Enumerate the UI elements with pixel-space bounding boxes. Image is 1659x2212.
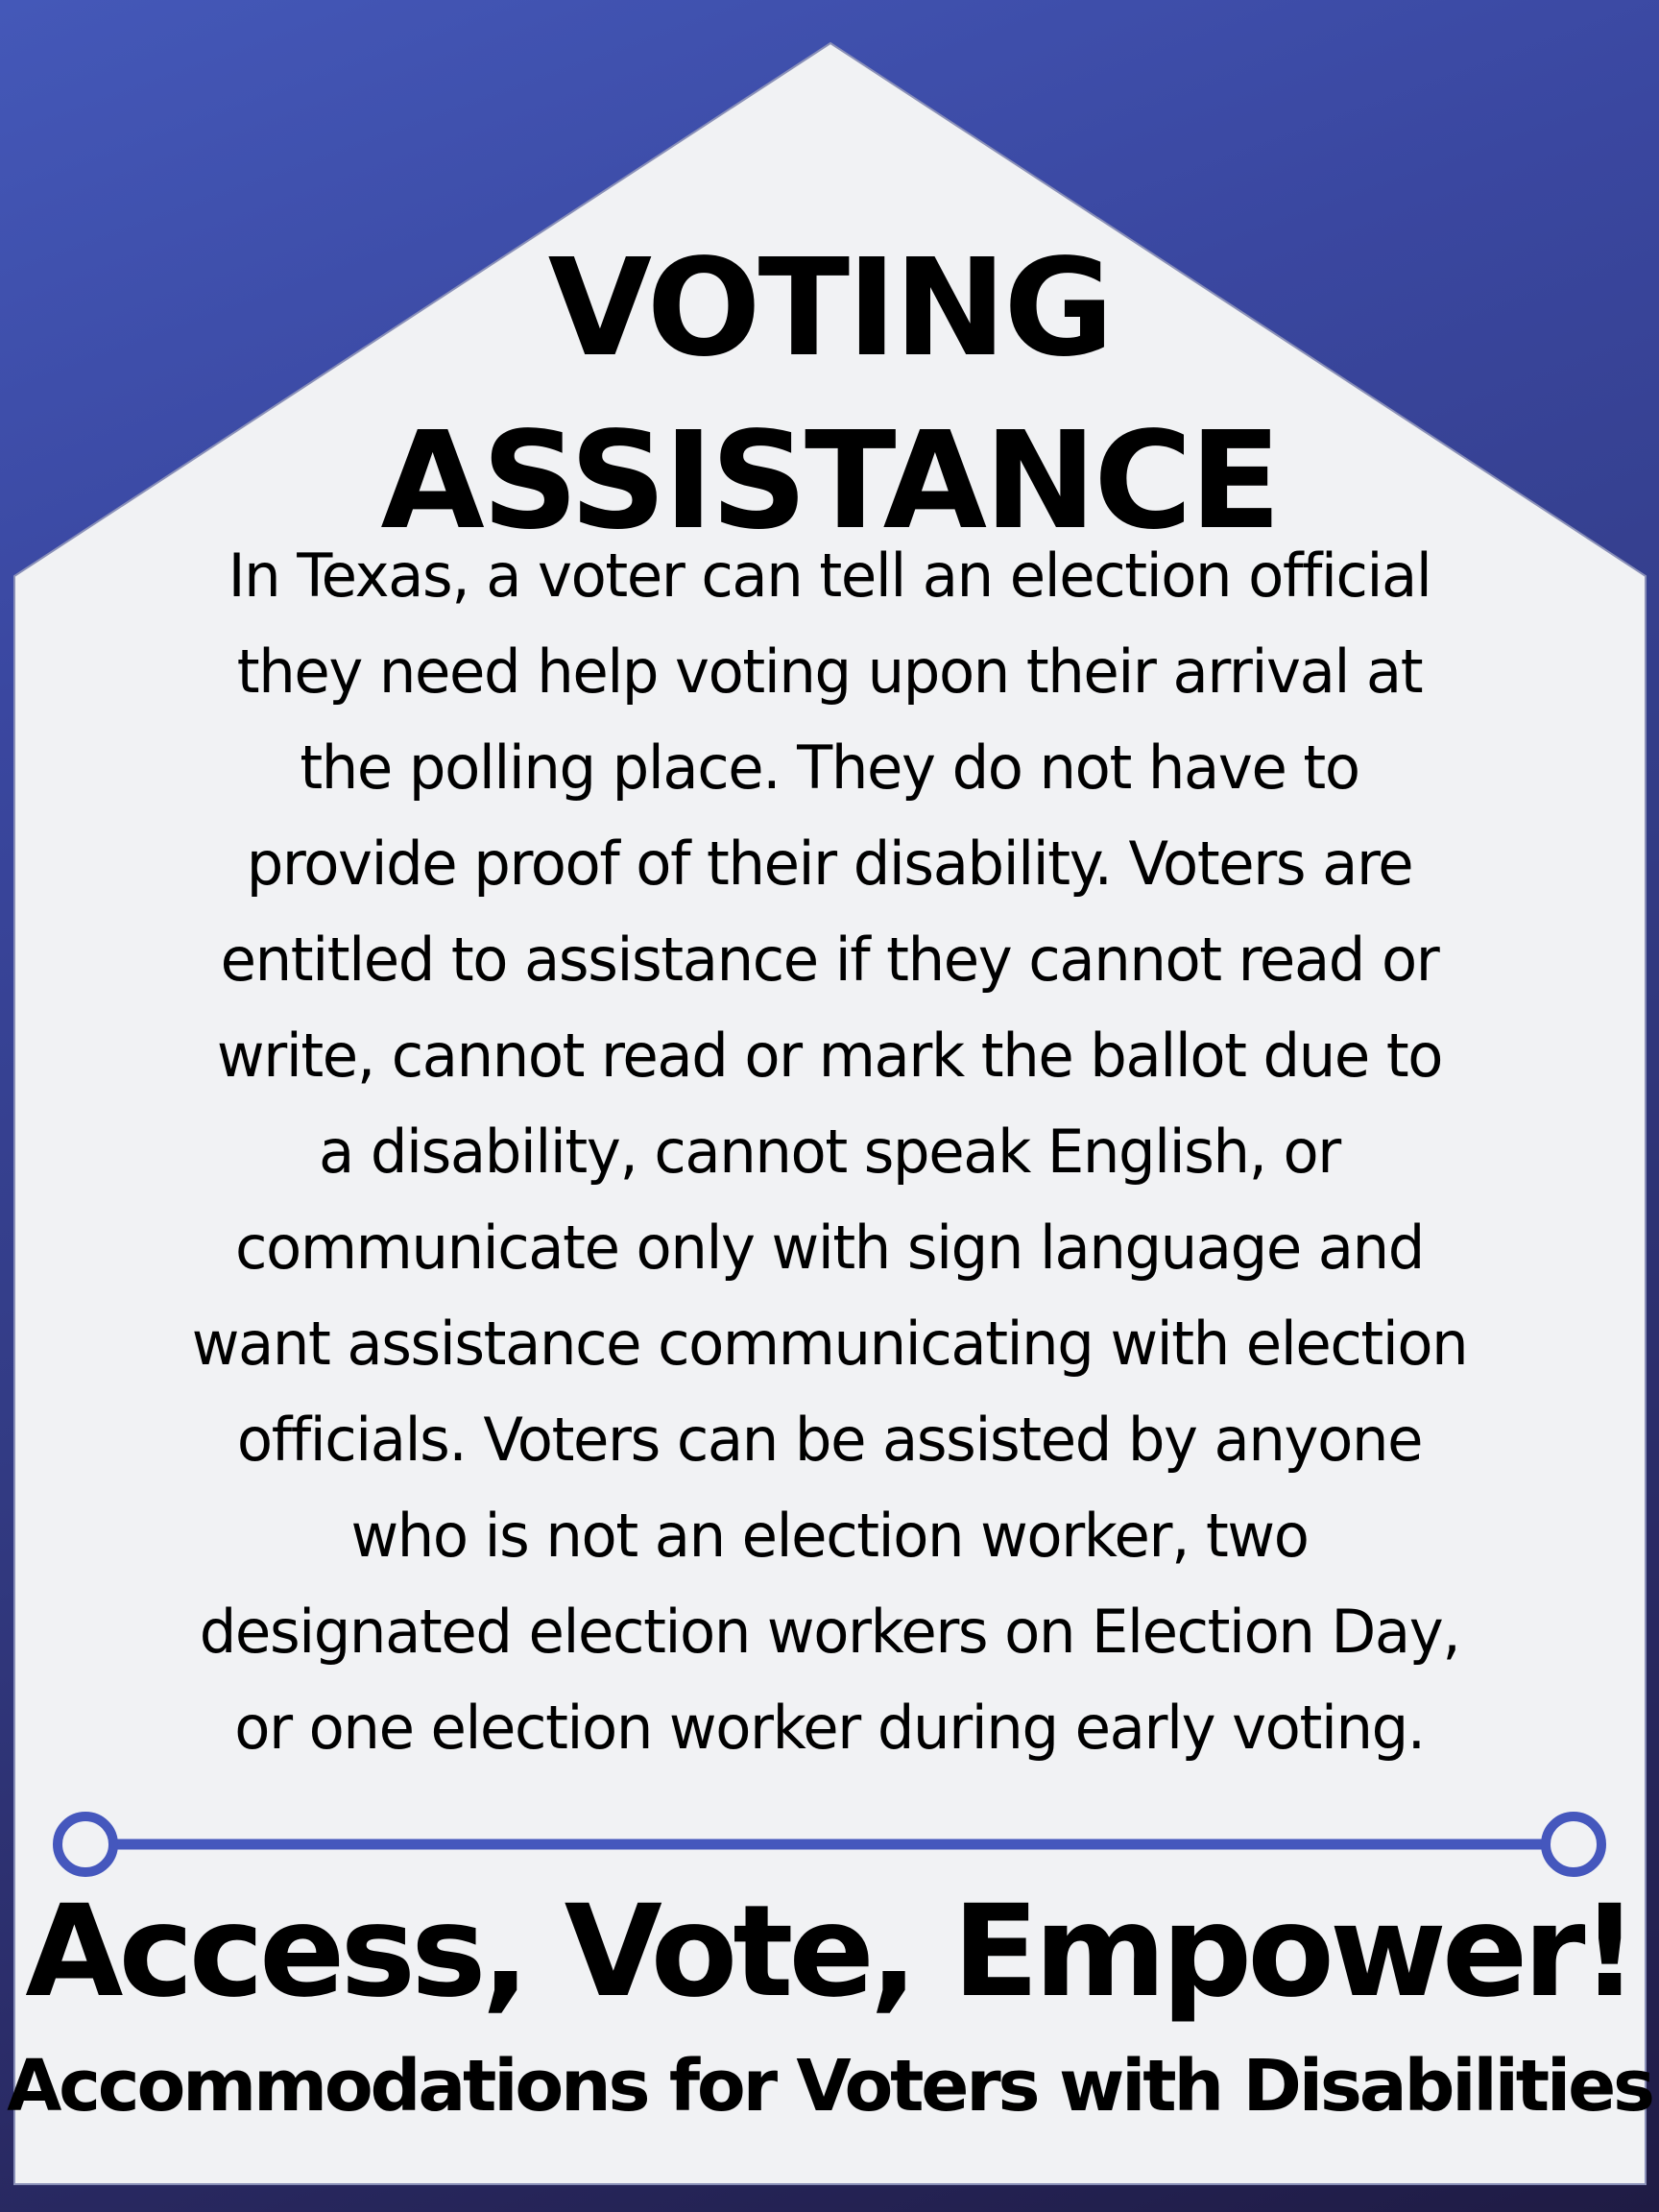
body-line: or one election worker during early voting.	[234, 1693, 1425, 1763]
body-line: designated election workers on Election Day,	[199, 1597, 1460, 1667]
divider-right-circle-icon	[1546, 1816, 1601, 1872]
body-paragraph	[73, 528, 1586, 1776]
subtitle: Accommodations for Voters with Disabilities	[7, 2045, 1652, 2128]
tagline: Access, Vote, Empower!	[25, 1878, 1634, 2026]
title-line-2: ASSISTANCE	[380, 403, 1279, 560]
body-line: write, cannot read or mark the ballot due to	[216, 1021, 1443, 1091]
body-line: provide proof of their disability. Voters are	[246, 829, 1413, 899]
divider-left-circle-icon	[58, 1816, 113, 1872]
title-line-1: VOTING	[547, 230, 1112, 387]
body-line: want assistance communicating with election	[191, 1309, 1468, 1379]
body-line: entitled to assistance if they cannot read or	[220, 925, 1439, 995]
body-line: who is not an election worker, two	[350, 1501, 1309, 1571]
body-line: a disability, cannot speak English, or	[319, 1117, 1340, 1187]
body-line: In Texas, a voter can tell an election official	[228, 541, 1431, 611]
page-title	[0, 223, 1659, 568]
body-line: officials. Voters can be assisted by anyone	[236, 1405, 1423, 1475]
body-line: they need help voting upon their arrival at	[236, 637, 1423, 707]
body-line: communicate only with sign language and	[234, 1213, 1424, 1283]
body-line: the polling place. They do not have to	[300, 733, 1359, 803]
